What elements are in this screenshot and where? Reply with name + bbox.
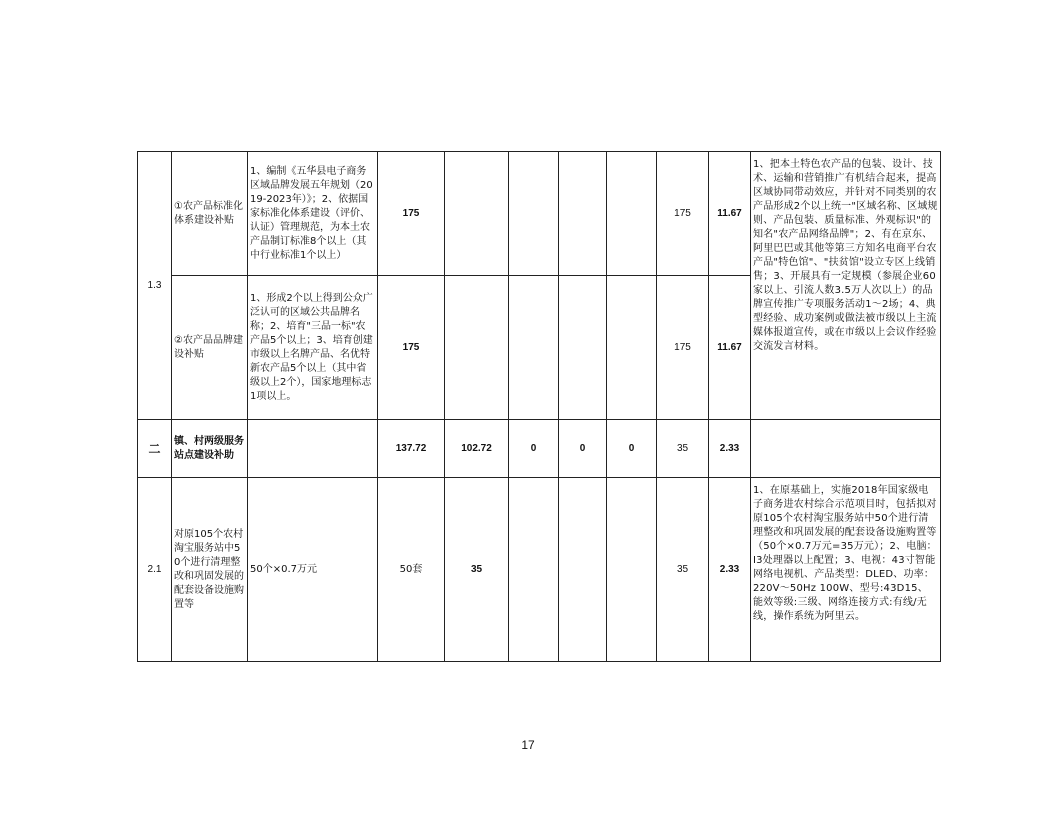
item-name: 对原105个农村淘宝服务站中50个进行清理整改和巩固发展的配套设备设施购置等 bbox=[172, 478, 248, 662]
total-amount: 175 bbox=[378, 276, 445, 420]
item-content: 1、形成2个以上得到公众广泛认可的区域公共品牌名称；2、培育"三品一标"农产品5个以上；3、培育创建市级以上名牌产品、名优特新农产品5个以上（其中省级以上2个），国家地理标志1项以上。 bbox=[248, 276, 378, 420]
total-amount: 137.72 bbox=[378, 420, 445, 478]
table-row bbox=[138, 152, 941, 276]
amount-a: 102.72 bbox=[445, 420, 509, 478]
empty-cell bbox=[559, 152, 607, 276]
amount-d: 0 bbox=[607, 420, 657, 478]
budget-table bbox=[137, 151, 941, 662]
table-row bbox=[138, 478, 941, 662]
item-name: 镇、村两级服务站点建设补助 bbox=[172, 420, 248, 478]
amount-b: 0 bbox=[509, 420, 559, 478]
percent-value: 2.33 bbox=[709, 478, 751, 662]
item-description: 1、把本土特色农产品的包装、设计、技术、运输和营销推广有机结合起来，提高区域协同带动效应，并针对不同类别的农产品形成2个以上统一"区域名称、区域规则、产品包装、质量标准、外观标识"的知名"农产品网络品牌"；2、有在京东、阿里巴巴或其他等第三方知名电商平台农产品"特色馆"、"扶贫馆"设立专区上线销售；3、开展具有一定规模（参展企业60家以上、引流人数3.5万人次以上）的品牌宣传推广专项服务活动1～2场；4、典型经验、成功案例或做法被市级以上主流媒体报道宣传，或在市级以上会议作经验交流发言材料。 bbox=[751, 152, 941, 420]
empty-cell bbox=[607, 152, 657, 276]
percent-value: 11.67 bbox=[709, 276, 751, 420]
page-number: 17 bbox=[521, 738, 535, 752]
empty-cell bbox=[509, 478, 559, 662]
empty-cell bbox=[509, 276, 559, 420]
row-index: 1.3 bbox=[138, 152, 172, 420]
percent-value: 11.67 bbox=[709, 152, 751, 276]
table-row bbox=[138, 420, 941, 478]
item-name: ②农产品品牌建设补贴 bbox=[172, 276, 248, 420]
empty-cell bbox=[559, 478, 607, 662]
item-standard: 50个×0.7万元 bbox=[248, 478, 378, 662]
item-quantity: 50套 bbox=[378, 478, 445, 662]
empty-cell bbox=[607, 276, 657, 420]
percent-value: 2.33 bbox=[709, 420, 751, 478]
row-index: 2.1 bbox=[138, 478, 172, 662]
empty-cell bbox=[445, 152, 509, 276]
empty-cell bbox=[751, 420, 941, 478]
amount-c: 0 bbox=[559, 420, 607, 478]
empty-cell bbox=[559, 276, 607, 420]
provincial-amount: 35 bbox=[657, 420, 709, 478]
empty-cell bbox=[445, 276, 509, 420]
provincial-amount: 175 bbox=[657, 152, 709, 276]
item-description: 1、在原基础上，实施2018年国家级电子商务进农村综合示范项目时，包括拟对原105个农村淘宝服务站中50个进行清理整改和巩固发展的配套设备设施购置等（50个×0.7万元=35万元）；2、电脑：I3处理器以上配置；3、电视：43寸智能网络电视机、产品类型：DLED、功率：220V～50Hz 100W、型号:43D15、能效等级:三级、网络连接方式:有线/无线，操作系统为阿里云。 bbox=[751, 478, 941, 662]
item-content: 1、编制《五华县电子商务区域品牌发展五年规划（2019-2023年）》；2、依据国家标准化体系建设（评价、认证）管理规范，为本土农产品制订标准8个以上（其中行业标准1个以上） bbox=[248, 152, 378, 276]
empty-cell bbox=[607, 478, 657, 662]
provincial-amount: 35 bbox=[657, 478, 709, 662]
item-name: ①农产品标准化体系建设补贴 bbox=[172, 152, 248, 276]
total-amount: 175 bbox=[378, 152, 445, 276]
provincial-amount: 175 bbox=[657, 276, 709, 420]
row-index: 二 bbox=[138, 420, 172, 478]
empty-cell bbox=[509, 152, 559, 276]
total-amount: 35 bbox=[445, 478, 509, 662]
empty-cell bbox=[248, 420, 378, 478]
